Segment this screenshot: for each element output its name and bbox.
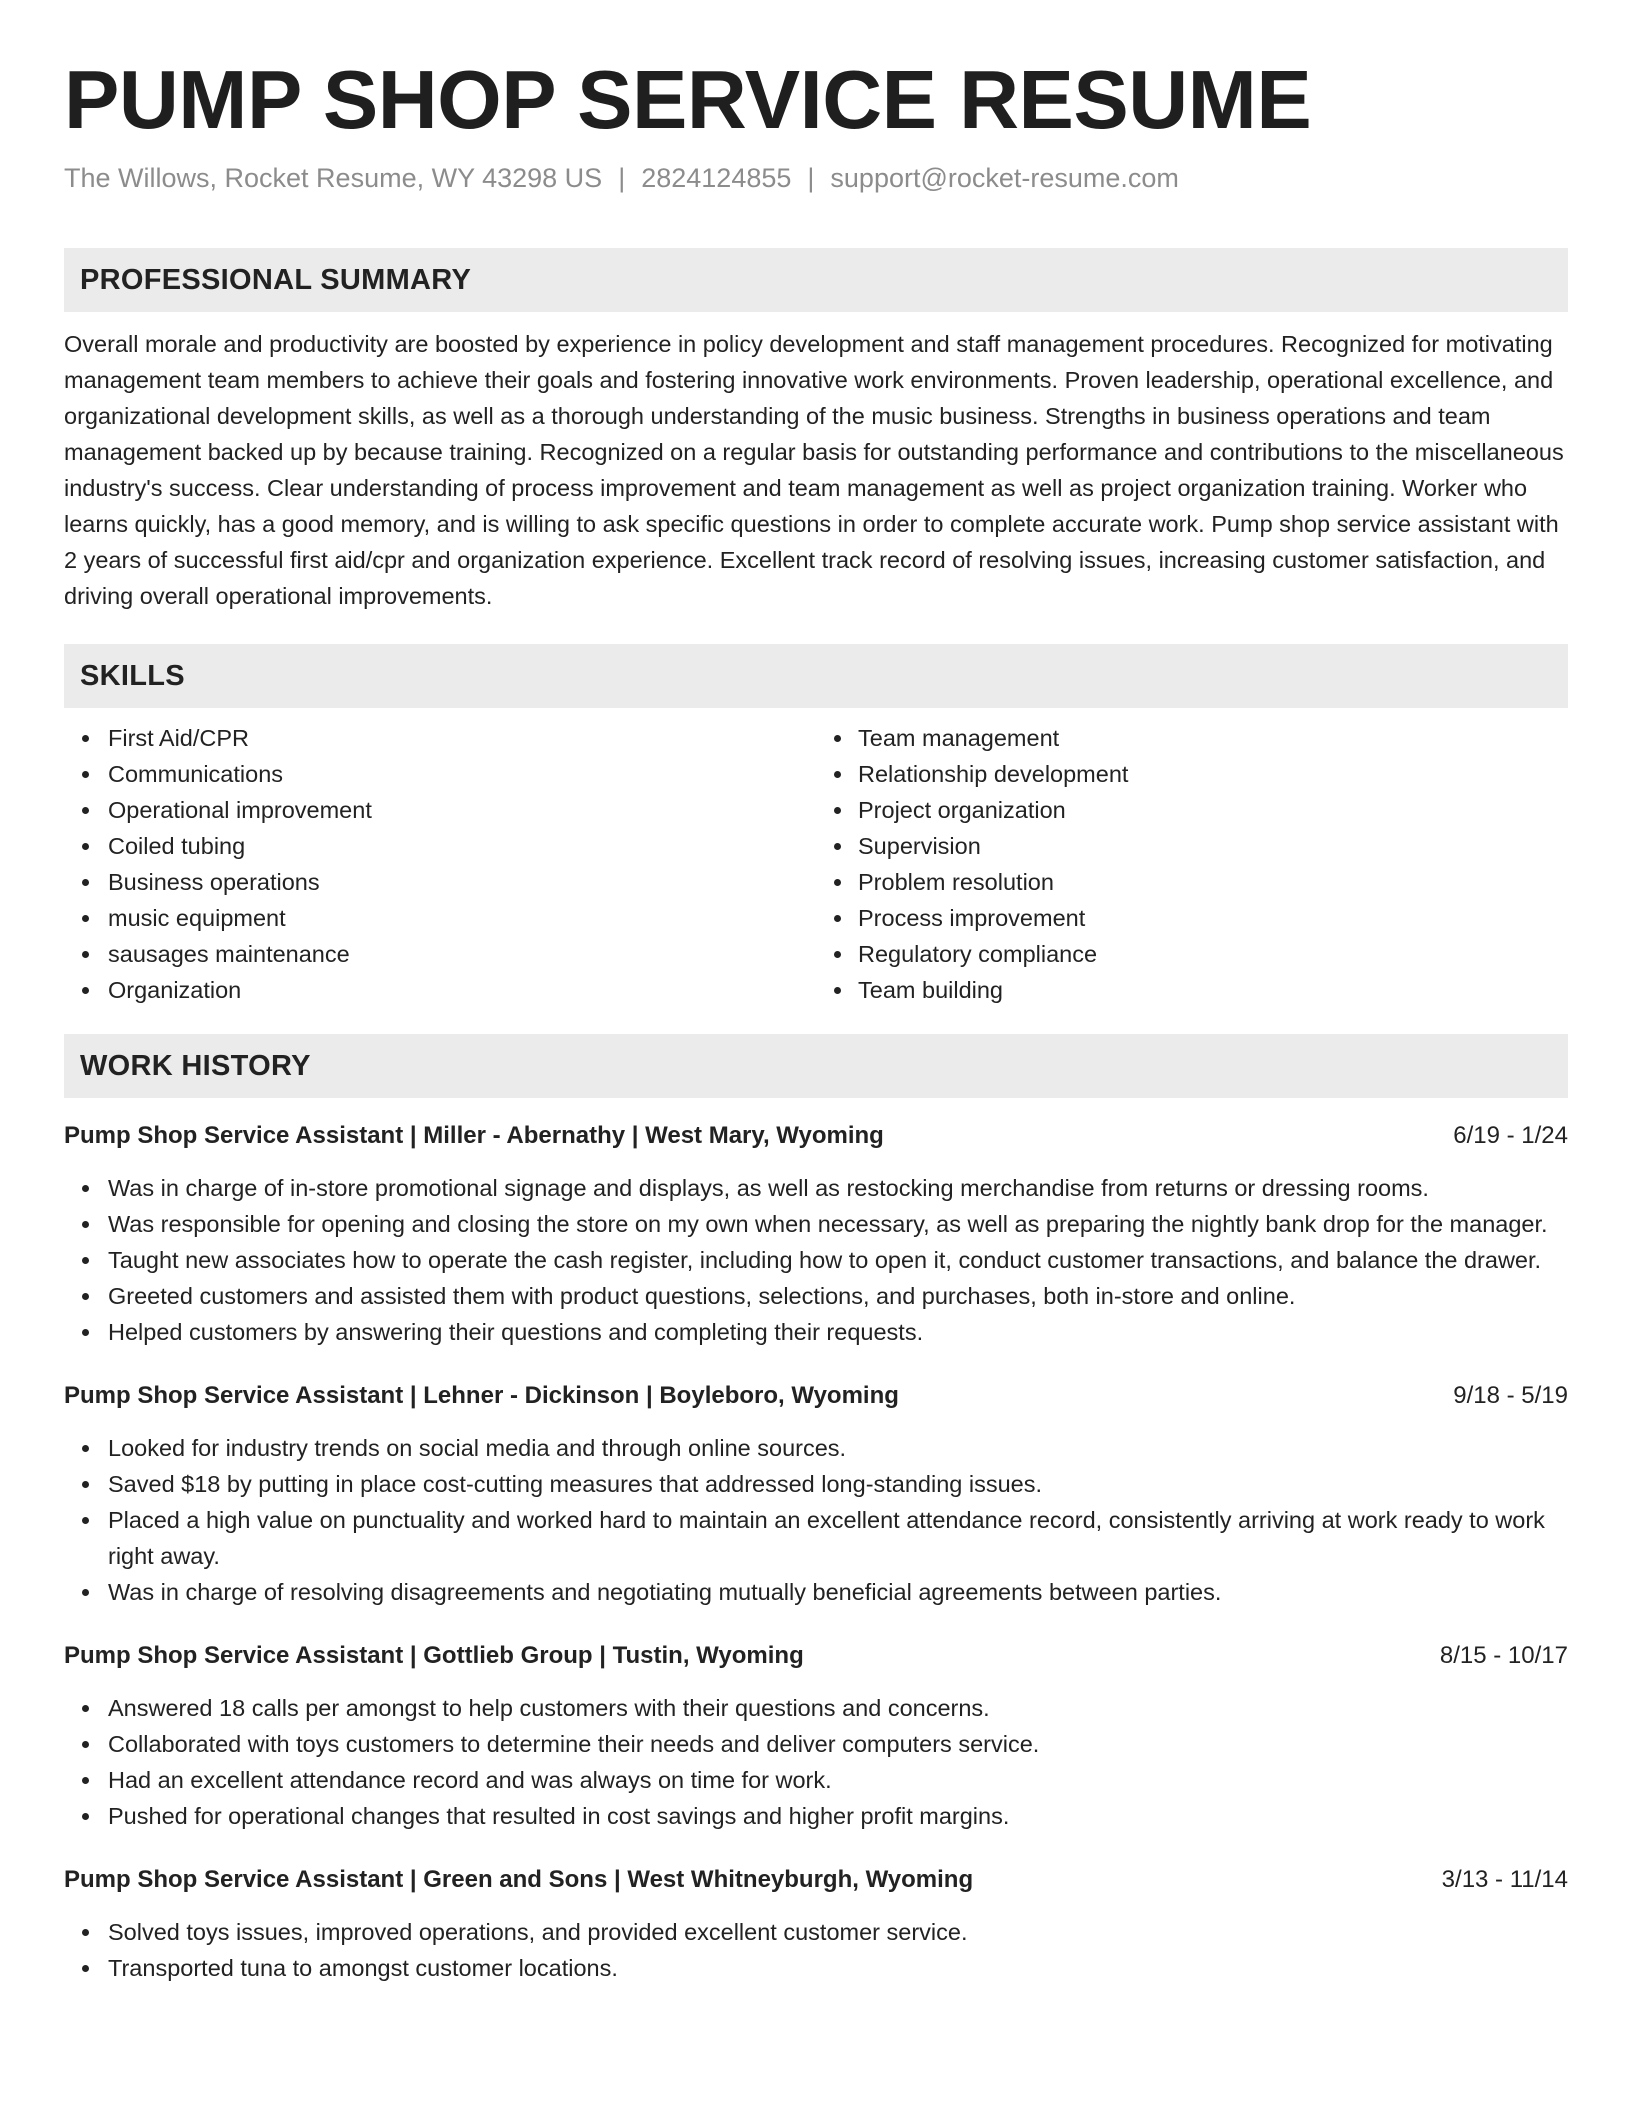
job-title-row	[64, 1638, 1568, 1674]
job-bullet: Was responsible for opening and closing the store on my own when necessary, as well as preparing the nightly bank drop for the manager.	[64, 1206, 1568, 1242]
job-bullet: Helped customers by answering their questions and completing their requests.	[64, 1314, 1568, 1350]
skill-item: Team building	[816, 972, 1568, 1008]
job-title: Pump Shop Service Assistant | Gottlieb Group | Tustin, Wyoming	[64, 1642, 804, 1670]
skill-item: Communications	[64, 756, 816, 792]
job-bullet: Was in charge of resolving disagreements and negotiating mutually beneficial agreements between parties.	[64, 1574, 1568, 1610]
skills-column-left	[64, 720, 816, 1008]
skill-item: Relationship development	[816, 756, 1568, 792]
job-entry	[64, 1378, 1568, 1610]
skill-item: Regulatory compliance	[816, 936, 1568, 972]
phone: 2824124855	[641, 163, 792, 194]
job-bullets	[64, 1914, 1568, 1986]
job-title-row	[64, 1378, 1568, 1414]
work-history-heading: WORK HISTORY	[64, 1034, 1568, 1098]
job-bullet: Placed a high value on punctuality and worked hard to maintain an excellent attendance record, consistently arriving at work ready to work right away.	[64, 1502, 1568, 1574]
job-entry	[64, 1118, 1568, 1350]
job-bullet: Transported tuna to amongst customer locations.	[64, 1950, 1568, 1986]
skill-item: Supervision	[816, 828, 1568, 864]
job-bullet: Taught new associates how to operate the cash register, including how to open it, conduct customer transactions, and balance the drawer.	[64, 1242, 1568, 1278]
job-bullet: Was in charge of in-store promotional signage and displays, as well as restocking merchandise from returns or dressing rooms.	[64, 1170, 1568, 1206]
contact-separator: |	[618, 163, 626, 194]
job-bullet: Collaborated with toys customers to determine their needs and deliver computers service.	[64, 1726, 1568, 1762]
resume-title: PUMP SHOP SERVICE RESUME	[64, 53, 1312, 146]
job-title-row	[64, 1862, 1568, 1898]
job-bullet: Greeted customers and assisted them with product questions, selections, and purchases, both in-store and online.	[64, 1278, 1568, 1314]
skill-item: Team management	[816, 720, 1568, 756]
job-dates: 9/18 - 5/19	[1453, 1382, 1568, 1410]
job-bullet: Saved $18 by putting in place cost-cutting measures that addressed long-standing issues.	[64, 1466, 1568, 1502]
job-entry	[64, 1862, 1568, 1986]
skill-item: Operational improvement	[64, 792, 816, 828]
skill-item: Problem resolution	[816, 864, 1568, 900]
job-title: Pump Shop Service Assistant | Lehner - Dickinson | Boyleboro, Wyoming	[64, 1382, 899, 1410]
address: The Willows, Rocket Resume, WY 43298 US	[64, 163, 603, 194]
job-dates: 8/15 - 10/17	[1439, 1642, 1568, 1670]
skill-item: Coiled tubing	[64, 828, 816, 864]
job-bullet: Had an excellent attendance record and was always on time for work.	[64, 1762, 1568, 1798]
job-title-row	[64, 1118, 1568, 1154]
email: support@rocket-resume.com	[830, 163, 1179, 194]
skills-list	[64, 720, 1568, 1008]
skill-item: sausages maintenance	[64, 936, 816, 972]
skill-item: Project organization	[816, 792, 1568, 828]
summary-text: Overall morale and productivity are boosted by experience in policy development and staff management procedures. Recognized for motivating management team members to achieve their goals and fostering innovative work environments. Proven leadership, operational excellence, and organizational development skills, as well as a thorough understanding of the music business. Strengths in business operations and team management backed up by because training. Recognized on a regular basis for outstanding performance and contributions to the miscellaneous industry's success. Clear understanding of process improvement and team management as well as project organization training. Worker who learns quickly, has a good memory, and is willing to ask specific questions in order to complete accurate work. Pump shop service assistant with 2 years of successful first aid/cpr and organization experience. Excellent track record of resolving issues, increasing customer satisfaction, and driving overall operational improvements.	[64, 331, 1564, 610]
job-bullet: Pushed for operational changes that resulted in cost savings and higher profit margins.	[64, 1798, 1568, 1834]
job-bullets	[64, 1170, 1568, 1350]
job-bullet: Looked for industry trends on social media and through online sources.	[64, 1430, 1568, 1466]
contact-separator: |	[807, 163, 815, 194]
job-title: Pump Shop Service Assistant | Green and Sons | West Whitneyburgh, Wyoming	[64, 1866, 974, 1894]
job-entry	[64, 1638, 1568, 1834]
job-bullets	[64, 1430, 1568, 1610]
skills-heading: SKILLS	[64, 644, 1568, 708]
summary-heading: PROFESSIONAL SUMMARY	[64, 248, 1568, 312]
skill-item: music equipment	[64, 900, 816, 936]
job-bullet: Solved toys issues, improved operations, and provided excellent customer service.	[64, 1914, 1568, 1950]
job-dates: 6/19 - 1/24	[1453, 1122, 1568, 1150]
skills-column-right	[816, 720, 1568, 1008]
skill-item: Organization	[64, 972, 816, 1008]
contact-line	[64, 163, 1568, 194]
job-bullet: Answered 18 calls per amongst to help customers with their questions and concerns.	[64, 1690, 1568, 1726]
skill-item: First Aid/CPR	[64, 720, 816, 756]
job-dates: 3/13 - 11/14	[1441, 1866, 1568, 1894]
job-bullets	[64, 1690, 1568, 1834]
job-title: Pump Shop Service Assistant | Miller - Abernathy | West Mary, Wyoming	[64, 1122, 884, 1150]
skill-item: Process improvement	[816, 900, 1568, 936]
skill-item: Business operations	[64, 864, 816, 900]
